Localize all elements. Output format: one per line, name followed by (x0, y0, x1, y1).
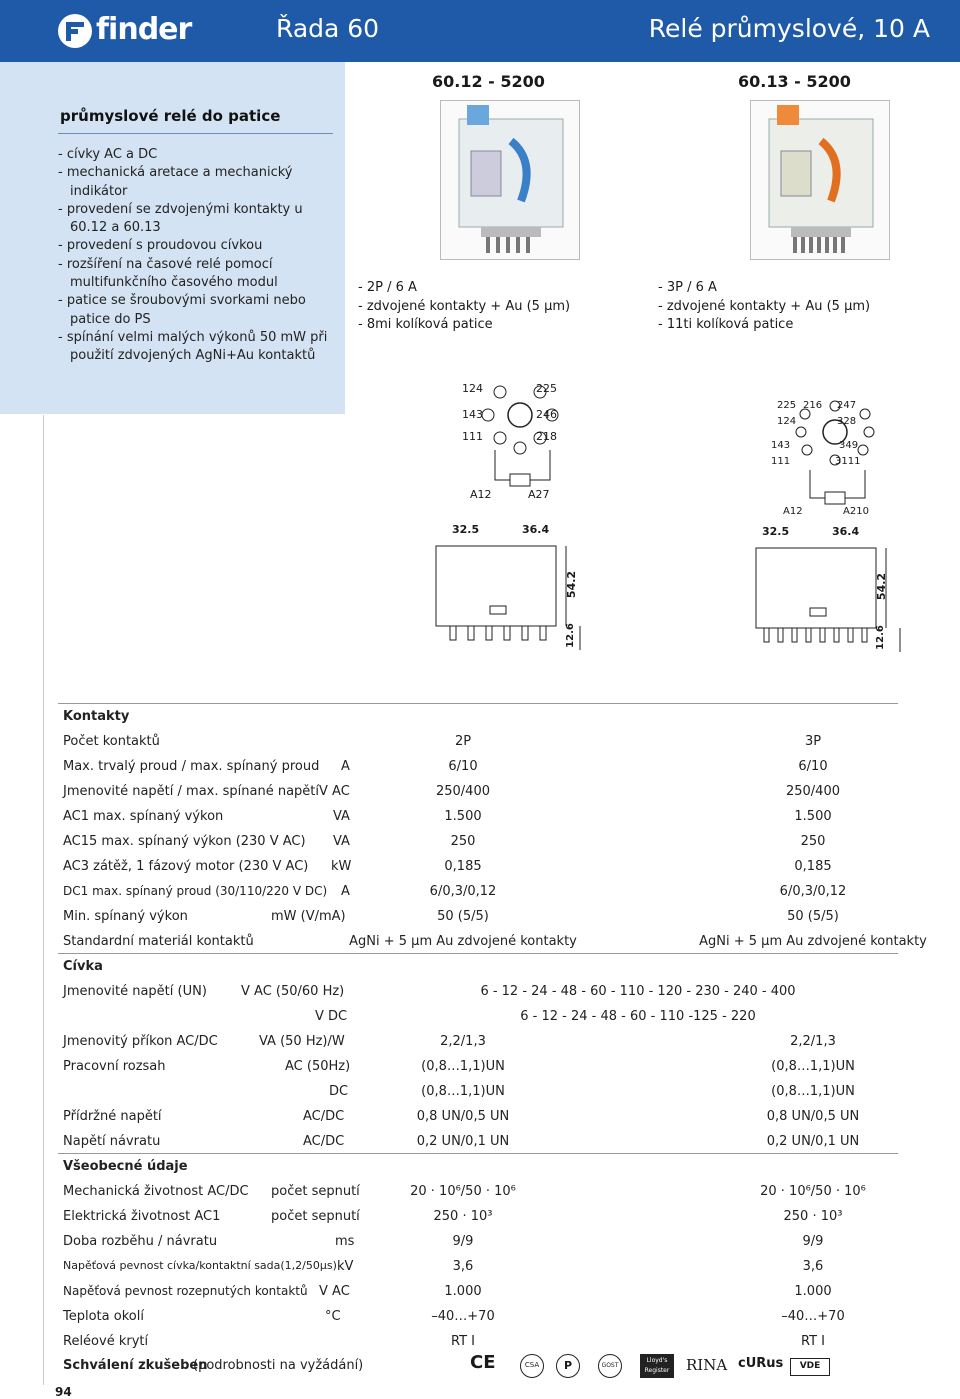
value-60-12: 1.000 (444, 1284, 482, 1299)
pin-label: 143 (462, 408, 483, 421)
pin-label: 143 (771, 440, 791, 451)
pin-label: 216 (803, 400, 823, 411)
feature-item: - mechanická aretace a mechanický indikátor (58, 165, 293, 199)
row-label: Napětí návratu (63, 1134, 161, 1149)
pin-label: 111 (462, 430, 483, 443)
value-60-12: 250/400 (435, 784, 490, 799)
table-row (63, 809, 923, 831)
table-row (63, 1009, 923, 1031)
table-row (63, 1059, 923, 1081)
value-60-13: 2,2/1,3 (790, 1034, 836, 1049)
value-60-13: 250 · 10³ (783, 1209, 843, 1224)
row-unit: °C (325, 1309, 341, 1324)
row-unit: mW (V/mA) (271, 909, 346, 924)
row-label: Napěťová pevnost rozepnutých kontaktů (63, 1284, 308, 1298)
dimension-label: 12.6 (874, 625, 886, 650)
row-label: Jmenovitý příkon AC/DC (63, 1034, 218, 1049)
row-label: Standardní materiál kontaktů (63, 934, 254, 949)
table-row (63, 1234, 923, 1256)
dimension-label: 54.2 (875, 572, 889, 601)
value-60-13: AgNi + 5 µm Au zdvojené kontakty (699, 934, 927, 949)
row-unit: DC (329, 1084, 349, 1099)
pin-label: 328 (837, 416, 857, 427)
csa-mark-icon: CSA (520, 1354, 544, 1378)
approvals-note: (podrobnosti na vyžádání) (193, 1358, 364, 1373)
row-unit: AC/DC (303, 1134, 345, 1149)
dimension-label: 36.4 (832, 525, 860, 538)
value-60-12: RT I (451, 1334, 475, 1349)
value-60-12: 0,8 UN/0,5 UN (416, 1109, 510, 1124)
value-60-12: 6/0,3/0,12 (429, 884, 497, 899)
table-divider (58, 953, 898, 954)
row-label: Napěťová pevnost cívka/kontaktní sada(1,2/50µs) (63, 1259, 337, 1272)
value-60-12: 2P (454, 734, 472, 749)
value-60-13: RT I (801, 1334, 825, 1349)
value-60-13: (0,8…1,1)UN (771, 1084, 855, 1099)
value-60-13: 0,185 (794, 859, 832, 874)
value-60-13: 1.500 (794, 809, 832, 824)
section-header-civka (63, 959, 923, 981)
value-60-12: 2,2/1,3 (440, 1034, 486, 1049)
row-label: Počet kontaktů (63, 734, 160, 749)
section-header-kontakty (63, 709, 923, 731)
value-60-13: 20 · 10⁶/50 · 10⁶ (760, 1184, 866, 1199)
row-unit: kV (337, 1259, 354, 1274)
table-row (63, 1084, 923, 1106)
desc-line: - 11ti kolíková patice (658, 317, 794, 332)
table-row (63, 859, 923, 881)
row-label: Doba rozběhu / návratu (63, 1234, 218, 1249)
vde-mark-icon: VDE (790, 1358, 830, 1376)
sidebar-heading: průmyslové relé do patice (60, 107, 281, 125)
feature-item: - spínání velmi malých výkonů 50 mW při použití zdvojených AgNi+Au kontaktů (58, 329, 328, 364)
value-60-12: 1.500 (444, 809, 482, 824)
table-row (63, 834, 923, 856)
value-60-13: 6/10 (798, 759, 828, 774)
value-60-12: 9/9 (452, 1234, 474, 1249)
row-label: Teplota okolí (63, 1309, 144, 1324)
model-number: 60.13 - 5200 (738, 72, 851, 91)
row-label: Elektrická životnost AC1 (63, 1209, 221, 1224)
row-unit: VA (333, 809, 350, 824)
brand-name: finder (96, 12, 192, 47)
feature-item: - provedení s proudovou cívkou (58, 238, 263, 254)
row-unit: počet sepnutí (271, 1209, 360, 1224)
value-60-12: 0,185 (444, 859, 482, 874)
value-60-13: 0,2 UN/0,1 UN (766, 1134, 860, 1149)
table-row (63, 1184, 923, 1206)
desc-line: - 8mi kolíková patice (358, 317, 493, 332)
desc-line: - zdvojené kontakty + Au (5 µm) (358, 298, 571, 314)
value-60-12: 20 · 10⁶/50 · 10⁶ (410, 1184, 516, 1199)
row-unit: A (341, 884, 350, 899)
pin-label: 3111 (835, 456, 861, 467)
row-unit: V AC (319, 784, 350, 799)
row-label: AC15 max. spínaný výkon (230 V AC) (63, 834, 306, 849)
page-number: 94 (55, 1385, 72, 1399)
row-unit: počet sepnutí (271, 1184, 360, 1199)
dimension-label: 32.5 (452, 523, 480, 536)
section-title: Kontakty (63, 709, 130, 724)
gost-mark-icon: GOST (598, 1354, 622, 1378)
value-60-12: 6/10 (448, 759, 478, 774)
row-label: DC1 max. spínaný proud (30/110/220 V DC) (63, 884, 328, 898)
row-unit: AC (50Hz) (285, 1059, 351, 1074)
dimension-label: 54.2 (565, 570, 579, 599)
section-title: Všeobecné údaje (63, 1159, 188, 1174)
value-60-12: 250 (450, 834, 476, 849)
row-unit: V AC (50/60 Hz) (241, 984, 345, 999)
pin-label: 246 (536, 408, 557, 421)
row-label: Pracovní rozsah (63, 1059, 166, 1074)
row-label: AC1 max. spínaný výkon (63, 809, 224, 824)
table-row (63, 1309, 923, 1331)
pin-label: 111 (771, 456, 791, 467)
value-60-12: (0,8…1,1)UN (421, 1084, 505, 1099)
row-unit: AC/DC (303, 1109, 345, 1124)
value-60-13: 0,8 UN/0,5 UN (766, 1109, 860, 1124)
row-unit: VA (333, 834, 350, 849)
pin-label: 124 (462, 382, 483, 395)
value-60-12: –40…+70 (431, 1309, 495, 1324)
value-60-13: 1.000 (794, 1284, 832, 1299)
value-60-13: 3P (804, 734, 822, 749)
rina-mark-icon: RINA (686, 1356, 728, 1374)
feature-item: - patice se šroubovými svorkami nebo patice do PS (58, 293, 306, 327)
table-row (63, 1284, 923, 1306)
approvals-label: Schválení zkušeben (63, 1358, 208, 1373)
value-60-13: 6/0,3/0,12 (779, 884, 847, 899)
row-unit: A (341, 759, 350, 774)
row-unit: VA (50 Hz)/W (259, 1034, 345, 1049)
table-row (63, 784, 923, 806)
pin-label: 349 (839, 440, 859, 451)
row-unit: kW (331, 859, 352, 874)
coil-label: A12 (783, 506, 803, 517)
series-title: Řada 60 (276, 14, 380, 43)
row-label: Přídržné napětí (63, 1109, 162, 1124)
table-divider (58, 703, 898, 704)
curus-mark-icon: cURus (738, 1356, 784, 1371)
value-60-13: 50 (5/5) (787, 909, 839, 924)
desc-line: - 2P / 6 A (358, 280, 417, 295)
pcbc-mark-icon: P (556, 1354, 580, 1378)
value-60-13: 250 (800, 834, 826, 849)
table-row (63, 1209, 923, 1231)
value-60-12: AgNi + 5 µm Au zdvojené kontakty (349, 934, 577, 949)
row-label: Reléové krytí (63, 1334, 149, 1349)
pin-label: 124 (777, 416, 797, 427)
feature-item: - rozšíření na časové relé pomocí multifunkčního časového modul (58, 256, 278, 291)
value-60-12: 3,6 (452, 1259, 474, 1274)
pin-label: 225 (777, 400, 797, 411)
coil-label: A210 (843, 506, 869, 517)
value-60-13: 250/400 (785, 784, 840, 799)
feature-item: - provedení se zdvojenými kontakty u 60.12 a 60.13 (58, 201, 303, 236)
feature-item: - cívky AC a DC (58, 147, 158, 162)
value-60-12: 50 (5/5) (437, 909, 489, 924)
row-label: Max. trvalý proud / max. spínaný proud (63, 759, 320, 774)
section-header-vseobecne (63, 1159, 923, 1181)
row-label: Min. spínaný výkon (63, 909, 188, 924)
table-divider (58, 1153, 898, 1154)
pin-label: 247 (837, 400, 857, 411)
value-60-12: 0,2 UN/0,1 UN (416, 1134, 510, 1149)
coil-label: A12 (470, 488, 492, 501)
value-60-13: –40…+70 (781, 1309, 845, 1324)
product-title: Relé průmyslové, 10 A (648, 14, 930, 43)
value-60-12: (0,8…1,1)UN (421, 1059, 505, 1074)
ce-mark-icon: CE (470, 1352, 496, 1373)
value-60-13: (0,8…1,1)UN (771, 1059, 855, 1074)
section-title: Cívka (63, 959, 103, 974)
pin-label: 225 (536, 382, 557, 395)
value-span: 6 - 12 - 24 - 48 - 60 - 110 -125 - 220 (520, 1009, 756, 1024)
row-unit: V AC (319, 1284, 350, 1299)
row-label: Mechanická životnost AC/DC (63, 1184, 249, 1199)
dimension-label: 12.6 (564, 623, 576, 648)
table-row (63, 1259, 923, 1281)
table-row (63, 734, 923, 756)
pin-label: 218 (536, 430, 557, 443)
table-row (63, 884, 923, 906)
row-label: Jmenovité napětí / max. spínané napětí (63, 784, 319, 799)
row-label: Jmenovité napětí (UN) (63, 984, 207, 999)
desc-line: - 3P / 6 A (658, 280, 717, 295)
row-label: AC3 zátěž, 1 fázový motor (230 V AC) (63, 859, 309, 874)
table-row (63, 759, 923, 781)
model-number: 60.12 - 5200 (432, 72, 545, 91)
desc-line: - zdvojené kontakty + Au (5 µm) (658, 298, 871, 314)
dimension-label: 36.4 (522, 523, 550, 536)
row-unit: V DC (315, 1009, 348, 1024)
value-60-13: 9/9 (802, 1234, 824, 1249)
table-row (63, 1034, 923, 1056)
table-row (63, 909, 923, 931)
dimension-label: 32.5 (762, 525, 790, 538)
lloyds-register-icon: Lloyd's Register (640, 1354, 674, 1378)
value-span: 6 - 12 - 24 - 48 - 60 - 110 - 120 - 230 - 240 - 400 (480, 984, 796, 999)
row-unit: ms (335, 1234, 355, 1249)
table-row (63, 984, 923, 1006)
value-60-12: 250 · 10³ (433, 1209, 493, 1224)
table-row (63, 1109, 923, 1131)
coil-label: A27 (528, 488, 550, 501)
value-60-13: 3,6 (802, 1259, 824, 1274)
